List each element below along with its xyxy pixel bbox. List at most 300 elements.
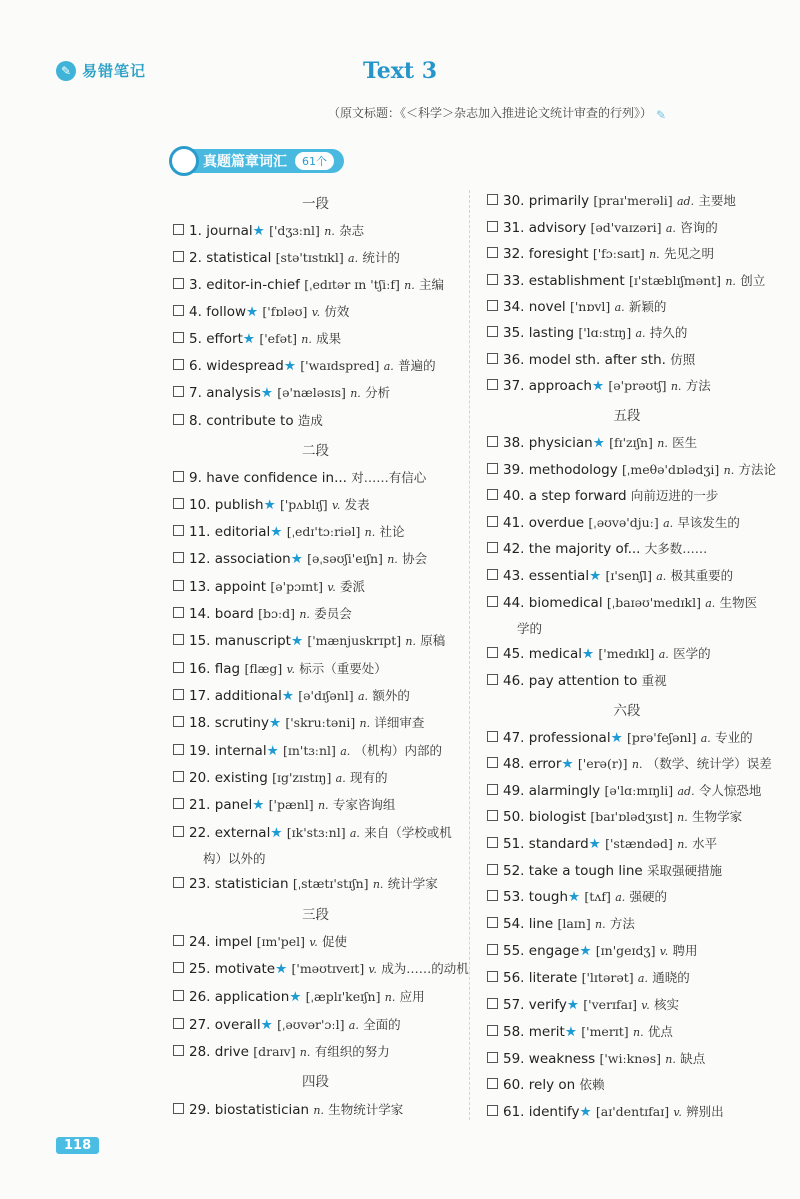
brand-logo-icon: ✎ <box>56 61 76 81</box>
entry-number: 37. <box>503 378 525 394</box>
vocab-entry <box>487 322 687 345</box>
checkbox[interactable] <box>487 463 498 474</box>
paragraph-heading: 二段 <box>302 443 329 459</box>
vocab-entry <box>173 822 452 845</box>
checkbox[interactable] <box>173 771 184 782</box>
part-of-speech: n. <box>313 1104 324 1117</box>
entry-word: manuscript <box>214 633 291 649</box>
star-icon: ★ <box>589 568 602 584</box>
part-of-speech: a. <box>335 772 346 785</box>
chinese-meaning: 现有的 <box>350 770 388 785</box>
entry-number: 44. <box>503 595 525 611</box>
phonetic: ['nɒvl] <box>569 299 611 314</box>
entry-word: overall <box>214 1017 261 1033</box>
checkbox[interactable] <box>173 251 184 262</box>
star-icon: ★ <box>246 304 259 320</box>
chinese-meaning: 早该发生的 <box>677 515 740 530</box>
checkbox[interactable] <box>173 744 184 755</box>
entry-word: primarily <box>528 193 590 209</box>
chinese-meaning: 依赖 <box>579 1077 605 1092</box>
checkbox[interactable] <box>173 332 184 343</box>
checkbox[interactable] <box>487 971 498 982</box>
chinese-meaning: 新颖的 <box>628 299 667 314</box>
entry-word: internal <box>214 743 267 759</box>
checkbox[interactable] <box>487 757 498 768</box>
phonetic: ['merɪt] <box>581 1024 629 1039</box>
entry-word: additional <box>214 688 282 704</box>
paragraph-heading: 四段 <box>302 1074 329 1090</box>
vocab-entry <box>173 382 390 405</box>
checkbox[interactable] <box>487 810 498 821</box>
star-icon: ★ <box>270 825 283 841</box>
chinese-meaning: 主编 <box>419 277 445 292</box>
part-of-speech: v. <box>641 999 650 1012</box>
phonetic: ['waɪdspred] <box>300 358 380 373</box>
chinese-meaning: 委员会 <box>314 606 352 621</box>
chinese-meaning: 医生 <box>672 435 698 450</box>
chinese-meaning: 生物学家 <box>692 809 743 824</box>
phonetic: ['wiːknəs] <box>599 1051 661 1066</box>
entry-word: follow <box>206 304 247 320</box>
section-banner <box>173 149 344 173</box>
phonetic: ['efət] <box>259 331 297 346</box>
checkbox[interactable] <box>487 1105 498 1116</box>
part-of-speech: n. <box>299 1046 311 1059</box>
chinese-meaning: 生物统计学家 <box>328 1102 404 1117</box>
entry-number: 59. <box>503 1051 525 1067</box>
entry-word: tough <box>528 889 569 905</box>
checkbox[interactable] <box>487 784 498 795</box>
entry-number: 53. <box>503 889 525 905</box>
checkbox[interactable] <box>173 716 184 727</box>
checkbox[interactable] <box>173 935 184 946</box>
phonetic: ['dʒɜːnl] <box>269 223 320 238</box>
checkbox[interactable] <box>173 662 184 673</box>
phonetic: [aɪ'dentɪfaɪ] <box>595 1104 670 1119</box>
phonetic: [flæg] <box>244 661 283 676</box>
checkbox[interactable] <box>487 326 498 337</box>
entry-number: 49. <box>503 783 525 799</box>
checkbox[interactable] <box>173 386 184 397</box>
phonetic: [ɪ'senʃl] <box>605 568 652 583</box>
entry-word: medical <box>528 646 583 662</box>
phonetic: [ə'næləsɪs] <box>277 385 346 400</box>
entry-number: 20. <box>189 770 211 786</box>
entry-word: physician <box>528 435 593 451</box>
entry-word: take a tough line <box>528 863 643 879</box>
paragraph-heading: 三段 <box>302 907 329 923</box>
checkbox[interactable] <box>487 998 498 1009</box>
star-icon: ★ <box>268 715 282 731</box>
part-of-speech: n. <box>725 275 736 288</box>
star-icon: ★ <box>582 646 595 662</box>
entry-number: 11. <box>189 524 211 540</box>
entry-number: 60. <box>503 1077 525 1093</box>
entry-word: weakness <box>528 1051 596 1067</box>
vocab-entry <box>487 643 711 666</box>
phonetic: [draɪv] <box>253 1044 296 1059</box>
entry-word: lasting <box>528 325 575 341</box>
chinese-meaning: 额外的 <box>372 688 410 703</box>
page-number: 118 <box>56 1137 99 1154</box>
part-of-speech: n. <box>595 918 606 931</box>
entry-word: association <box>214 551 291 567</box>
chinese-meaning: （机构）内部的 <box>354 743 443 758</box>
entry-number: 56. <box>503 970 525 986</box>
chinese-meaning: 重视 <box>641 673 667 688</box>
checkbox[interactable] <box>487 516 498 527</box>
chinese-meaning: 来自（学校或机 <box>364 825 452 840</box>
entry-word: identify <box>528 1104 580 1120</box>
chinese-meaning: 水平 <box>692 836 718 851</box>
phonetic: [ə'prəʊtʃ] <box>608 378 667 393</box>
vocab-entry <box>173 355 436 378</box>
part-of-speech: n. <box>364 526 376 539</box>
checkbox[interactable] <box>173 580 184 591</box>
phonetic: ['pʌblɪʃ] <box>279 497 328 512</box>
vocab-entry <box>487 940 698 963</box>
vocab-entry <box>173 1099 403 1122</box>
part-of-speech: n. <box>387 553 398 566</box>
chinese-meaning: 仿效 <box>324 304 350 319</box>
entry-word: scrutiny <box>214 715 269 731</box>
chinese-meaning: 分析 <box>365 385 391 400</box>
phonetic: [ə'lɑːmɪŋli] <box>604 783 674 798</box>
checkbox[interactable] <box>487 542 498 553</box>
part-of-speech: a. <box>700 732 711 745</box>
entry-number: 9. <box>189 470 202 486</box>
star-icon: ★ <box>252 797 265 813</box>
entry-word: widespread <box>206 358 284 374</box>
entry-number: 15. <box>189 633 211 649</box>
checkbox[interactable] <box>173 552 184 563</box>
vocab-entry <box>173 576 365 599</box>
checkbox[interactable] <box>173 1045 184 1056</box>
checkbox[interactable] <box>487 647 498 658</box>
vocab-entry <box>173 685 410 708</box>
entry-number: 4. <box>189 304 202 320</box>
phonetic: [əˌsəʊʃi'eɪʃn] <box>307 551 383 566</box>
entry-word: publish <box>214 497 264 513</box>
entry-word: drive <box>214 1044 249 1060</box>
chinese-meaning: 通晓的 <box>652 970 690 985</box>
part-of-speech: a. <box>383 360 394 373</box>
chinese-meaning: 统计的 <box>362 250 400 265</box>
checkbox[interactable] <box>173 471 184 482</box>
entry-number: 13. <box>189 579 211 595</box>
chinese-meaning: 强硬的 <box>629 889 668 904</box>
entry-word: biostatistician <box>214 1102 310 1118</box>
phonetic: ['lɪtərət] <box>581 970 634 985</box>
vocab-entry <box>173 548 427 571</box>
phonetic: [laɪn] <box>557 916 591 931</box>
vocab-entry <box>487 806 742 829</box>
phonetic: [ˌedɪtər ɪn 'tʃiːf] <box>304 277 400 292</box>
entry-number: 45. <box>503 646 525 662</box>
vocab-entry <box>173 630 445 653</box>
entry-word: engage <box>528 943 580 959</box>
entry-number: 40. <box>503 488 525 504</box>
chinese-meaning: 杂志 <box>339 223 365 238</box>
vocab-entry <box>487 190 736 213</box>
checkbox[interactable] <box>487 674 498 685</box>
entry-word: biomedical <box>528 595 603 611</box>
star-icon: ★ <box>252 223 265 239</box>
vocab-entry <box>487 994 679 1017</box>
entry-word: foresight <box>528 246 589 262</box>
vocab-entry <box>173 873 438 896</box>
star-icon: ★ <box>579 1104 592 1120</box>
entry-word: overdue <box>528 515 585 531</box>
entry-word: establishment <box>528 273 625 289</box>
phonetic: [prə'feʃənl] <box>627 730 697 745</box>
checkbox[interactable] <box>487 247 498 258</box>
phonetic: [ˌstætɪ'stɪʃn] <box>292 876 369 891</box>
checkbox[interactable] <box>173 224 184 235</box>
part-of-speech: v. <box>286 663 295 676</box>
checkbox[interactable] <box>487 890 498 901</box>
phonetic: [ɪn'geɪdʒ] <box>595 943 656 958</box>
entry-number: 18. <box>189 715 211 731</box>
phonetic: ['məʊtɪveɪt] <box>291 961 365 976</box>
checkbox[interactable] <box>487 436 498 447</box>
vocab-entry <box>173 274 444 297</box>
chinese-meaning-continued: 学的 <box>517 621 543 636</box>
vocab-entry <box>487 886 667 909</box>
phonetic: [ɪm'pel] <box>256 934 306 949</box>
entry-word: verify <box>528 997 567 1013</box>
star-icon: ★ <box>588 836 601 852</box>
vocab-entry <box>173 220 364 243</box>
checkbox[interactable] <box>173 990 184 1001</box>
vocab-entry <box>487 217 718 240</box>
part-of-speech: a. <box>349 827 360 840</box>
checkbox[interactable] <box>487 489 498 500</box>
paragraph-heading: 一段 <box>302 196 329 212</box>
part-of-speech: ad. <box>676 195 695 208</box>
vocab-entry <box>173 1041 390 1064</box>
phonetic: [ˌmeθə'dɒlədʒi] <box>622 462 720 477</box>
checkbox[interactable] <box>487 837 498 848</box>
checkbox[interactable] <box>487 194 498 205</box>
chinese-meaning: 方法 <box>609 916 635 931</box>
entry-number: 8. <box>189 413 202 429</box>
checkbox[interactable] <box>173 634 184 645</box>
vocab-entry <box>173 986 425 1009</box>
vocab-entry <box>487 349 695 371</box>
chinese-meaning: 普遍的 <box>398 358 436 373</box>
star-icon: ★ <box>566 997 579 1013</box>
part-of-speech: ad. <box>677 785 695 798</box>
checkbox[interactable] <box>173 798 184 809</box>
chinese-meaning: 发表 <box>344 497 370 512</box>
part-of-speech: n. <box>317 799 329 812</box>
vocab-entry <box>173 767 388 790</box>
star-icon: ★ <box>561 756 574 772</box>
phonetic: ['stændəd] <box>605 836 673 851</box>
section-label: 真题篇章词汇 <box>203 154 287 170</box>
checkbox[interactable] <box>173 305 184 316</box>
entry-word: existing <box>214 770 268 786</box>
checkbox[interactable] <box>173 1103 184 1114</box>
star-icon: ★ <box>242 331 256 347</box>
vocab-entry <box>173 740 442 763</box>
checkbox[interactable] <box>173 414 184 425</box>
vocab-entry <box>487 753 772 776</box>
checkbox[interactable] <box>487 1078 498 1089</box>
part-of-speech: n. <box>677 811 688 824</box>
checkbox[interactable] <box>173 689 184 700</box>
checkbox[interactable] <box>487 1052 498 1063</box>
chinese-meaning: （数学、统计学）误差 <box>646 756 772 771</box>
chinese-meaning: 大多数…… <box>644 541 708 556</box>
chinese-meaning: 极其重要的 <box>670 568 734 583</box>
phonetic: [ɪg'zɪstɪŋ] <box>272 770 332 785</box>
star-icon: ★ <box>283 358 296 374</box>
phonetic: ['mænjuskrɪpt] <box>307 633 402 648</box>
part-of-speech: n. <box>670 380 682 393</box>
part-of-speech: n. <box>359 717 371 730</box>
part-of-speech: n. <box>404 279 415 292</box>
checkbox[interactable] <box>487 221 498 232</box>
entry-number: 33. <box>503 273 525 289</box>
chinese-meaning: 主要地 <box>698 193 736 208</box>
entry-number: 61. <box>503 1104 525 1120</box>
part-of-speech: n. <box>301 333 312 346</box>
phonetic: [ɪ'stæblɪʃmənt] <box>628 273 722 288</box>
phonetic: [ˌəʊvər'ɔːl] <box>277 1017 345 1032</box>
entry-number: 3. <box>189 277 202 293</box>
chinese-meaning: 先见之明 <box>663 246 714 261</box>
entry-number: 24. <box>189 934 211 950</box>
checkbox[interactable] <box>173 962 184 973</box>
phonetic: [ˌəʊvə'djuː] <box>588 515 659 530</box>
checkbox[interactable] <box>487 596 498 607</box>
entry-number: 6. <box>189 358 202 374</box>
entry-number: 26. <box>189 989 211 1005</box>
part-of-speech: a. <box>663 517 674 530</box>
checkbox[interactable] <box>487 917 498 928</box>
chinese-meaning: 令人惊恐地 <box>698 783 762 798</box>
star-icon: ★ <box>263 497 276 513</box>
phonetic: [ɪn'tɜːnl] <box>283 743 336 758</box>
star-icon: ★ <box>289 989 302 1005</box>
checkbox[interactable] <box>487 274 498 285</box>
star-icon: ★ <box>592 435 605 451</box>
entry-number: 38. <box>503 435 525 451</box>
vocab-entry <box>173 958 469 981</box>
phonetic: ['medɪkl] <box>598 646 655 661</box>
part-of-speech: a. <box>656 570 667 583</box>
vocab-entry <box>487 967 690 990</box>
vocab-entry <box>487 727 753 750</box>
star-icon: ★ <box>260 1017 273 1033</box>
checkbox[interactable] <box>487 569 498 580</box>
part-of-speech: n. <box>299 608 310 621</box>
entry-word: journal <box>206 223 253 239</box>
entry-number: 46. <box>503 673 525 689</box>
phonetic: ['fɔːsaɪt] <box>592 246 645 261</box>
entry-number: 17. <box>189 688 211 704</box>
entry-word: novel <box>528 299 566 315</box>
vocab-entry <box>173 603 352 626</box>
phonetic: [bɔːd] <box>258 606 296 621</box>
vocab-entry <box>487 485 718 507</box>
star-icon: ★ <box>564 1024 577 1040</box>
entry-word: statistical <box>206 250 272 266</box>
entry-word: application <box>214 989 290 1005</box>
checkbox[interactable] <box>487 353 498 364</box>
entry-word: a step forward <box>528 488 627 504</box>
entry-number: 12. <box>189 551 211 567</box>
checkbox[interactable] <box>173 877 184 888</box>
phonetic: ['fɒləʊ] <box>262 304 308 319</box>
checkbox[interactable] <box>173 607 184 618</box>
phonetic: [stə'tɪstɪkl] <box>275 250 344 265</box>
chinese-meaning: 成果 <box>316 331 342 346</box>
phonetic: [ˌbaɪəʊ'medɪkl] <box>606 595 701 610</box>
entry-word: model sth. after sth. <box>528 352 666 368</box>
entry-word: error <box>528 756 562 772</box>
checkbox[interactable] <box>173 359 184 370</box>
entry-word: flag <box>214 661 241 677</box>
part-of-speech: a. <box>348 1019 359 1032</box>
chinese-meaning: 辨别出 <box>686 1104 724 1119</box>
chinese-meaning: 采取强硬措施 <box>647 863 723 878</box>
entry-number: 34. <box>503 299 525 315</box>
part-of-speech: v. <box>659 945 669 958</box>
checkbox[interactable] <box>173 1018 184 1029</box>
checkbox[interactable] <box>487 864 498 875</box>
vocab-entry <box>173 467 426 489</box>
chinese-meaning: 促使 <box>322 934 348 949</box>
entry-word: editor-in-chief <box>206 277 300 293</box>
checkbox[interactable] <box>487 379 498 390</box>
checkbox[interactable] <box>173 826 184 837</box>
star-icon: ★ <box>270 524 283 540</box>
checkbox[interactable] <box>487 1025 498 1036</box>
entry-number: 47. <box>503 730 525 746</box>
entry-number: 50. <box>503 809 525 825</box>
vocab-entry <box>487 780 761 803</box>
vocab-entry <box>487 1021 673 1044</box>
part-of-speech: a. <box>615 891 626 904</box>
brand-name: 易错笔记 <box>82 62 147 80</box>
chinese-meaning: 缺点 <box>680 1051 706 1066</box>
vocab-entry <box>487 296 666 319</box>
checkbox[interactable] <box>173 525 184 536</box>
part-of-speech: n. <box>631 758 643 771</box>
checkbox[interactable] <box>173 278 184 289</box>
vocab-entry <box>173 1014 401 1037</box>
part-of-speech: a. <box>614 301 625 314</box>
entry-word: analysis <box>206 385 261 401</box>
chinese-meaning: 标示（重要处） <box>299 661 387 676</box>
chinese-meaning: 全面的 <box>363 1017 401 1032</box>
chinese-meaning: 应用 <box>399 989 425 1004</box>
chinese-meaning: 优点 <box>647 1024 673 1039</box>
vocab-entry <box>173 328 341 351</box>
entry-number: 10. <box>189 497 211 513</box>
entry-number: 58. <box>503 1024 525 1040</box>
star-icon: ★ <box>260 385 273 401</box>
star-icon: ★ <box>290 633 304 649</box>
checkbox[interactable] <box>487 300 498 311</box>
checkbox[interactable] <box>487 944 498 955</box>
chinese-meaning: 创立 <box>740 273 766 288</box>
checkbox[interactable] <box>173 498 184 509</box>
checkbox[interactable] <box>487 731 498 742</box>
